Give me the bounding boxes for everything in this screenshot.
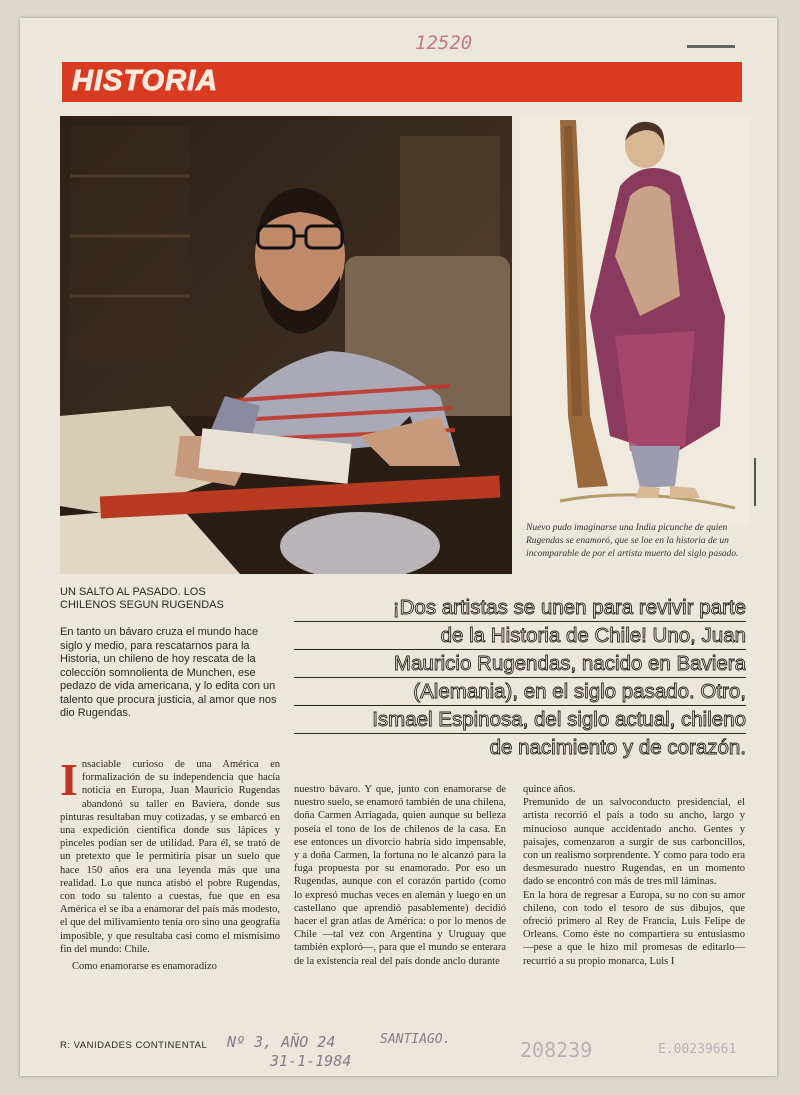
body-text-1-end: Como enamorarse es enamoradizo xyxy=(72,961,217,973)
body-column-1 xyxy=(60,754,280,973)
stamp-number: 208239 xyxy=(520,1038,593,1062)
deck-line: (Alemania), en el siglo pasado. Otro, xyxy=(294,678,746,706)
deck-line: Ismael Espinosa, del siglo actual, chileno xyxy=(294,706,746,734)
deck-line: de nacimiento y de corazón. xyxy=(489,736,746,759)
body-column-3: quince años. Premunido de un salvoconducto presidencial, el artista recorrió el país a todo su ancho, largo y minucioso aunque accidentado ancho. Gentes y paisajes, comenzaron a surgir de sus carboncillos, con un realismo sorprendente. Y como para todo era desmesurado nuestro Rugendas, en un momento dado se encontró con más de tres mil láminas. En la hora de regresar a Europa, su no con su amor chileno, con todo el tesoro de sus dibujos, que ofreció primero al Rey de Francia, Luis Felipe de Orleans. Como éste no compartiera su entusiasmo —pese a que le hizo mil promesas de editarlo— recurrió a su propio monarca, Luis I xyxy=(523,784,745,967)
india-illustration xyxy=(520,116,750,526)
portrait-photo-image xyxy=(60,116,512,574)
handwritten-date: 31-1-1984 xyxy=(270,1052,352,1070)
india-illustration-image xyxy=(520,116,750,526)
pen-mark-side xyxy=(754,458,756,506)
body-text-1: nsaciable curioso de una América en formalización de su independencia que hacía noticia en Europa, Juan Mauricio Rugendas abandonó su taller en Baviera, donde sus pinturas resultaban muy cotizadas, y se embarcó en una expedición científica donde sus lápices y pinceles podían ser de utilidad. Para él, se trató de un pretexto que le permitiría pisar un suelo que hace 150 años era una leyenda más que una realidad. Lo que nunca atisbó el pobre Rugendas, con todo su talento a cuestas, fue que en esa América el se iba a enamorar del país más modesto, el que del milivamiento tenía oro sino una geografía imposible, y que resultaba casi como el mismísimo fin del mundo: Chile. xyxy=(60,759,280,955)
pen-mark xyxy=(687,45,735,48)
handwritten-number: 12520 xyxy=(415,32,473,54)
deck-line: Mauricio Rugendas, nacido en Baviera xyxy=(294,650,746,678)
section-title: HISTORIA xyxy=(72,65,219,97)
photo-caption: UN SALTO AL PASADO. LOS CHILENOS SEGUN RUGENDAS xyxy=(60,586,224,611)
illustration-caption: Nuevo pudo imaginarse una India picunche de quien Rugendas se enamoró, que se loe en la historia de un incomparable de por el artista muerto del siglo pasado. xyxy=(526,523,739,559)
handwritten-issue: Nº 3, AÑO 24 xyxy=(227,1033,336,1051)
section-banner xyxy=(62,62,742,102)
clipping-sheet xyxy=(20,18,777,1076)
intro-paragraph: En tanto un bávaro cruza el mundo hace siglo y medio, para rescatarnos para la Historia, un chileno de hoy rescata de la colección somnolienta de Munchen, ese pedazo de vida americana, y lo edita con un talento que procura justicia, al amor que nos dio Rugendas. xyxy=(60,626,277,719)
magazine-footer: R: VANIDADES CONTINENTAL xyxy=(60,1040,208,1051)
handwritten-place: SANTIAGO. xyxy=(380,1032,451,1047)
deck-block xyxy=(294,594,746,761)
portrait-photo xyxy=(60,116,512,574)
deck-line: ¡Dos artistas se unen para revivir parte xyxy=(294,594,746,622)
body-column-2: nuestro bávaro. Y que, junto con enamorarse de nuestro suelo, se enamoró también de una chilena, doña Carmen Arriagada, quien aunque su belleza poseía el tono de los de chilenos de la casa. En ese entonces un divorcio habría sido impensable, y a doña Carmen, la fortuna no le alcanzó para la fuga propuesta por su enamorado. Por eso un Rugendas, aunque con el corazón partido (como lo expresó muchas veces en alemán y luego en un castellano que aprendió pasablemente) decidió hacer el gran atlas de América: o por lo menos de Chile —tal vez con Argentina y Uruguay que también exploró—, para que el mundo se enterara de la existencia real del país donde anclo durante xyxy=(294,784,506,967)
drop-cap: I xyxy=(60,754,78,805)
stamp-code: E.00239661 xyxy=(658,1042,737,1057)
deck-line: de la Historia de Chile! Uno, Juan xyxy=(294,622,746,650)
